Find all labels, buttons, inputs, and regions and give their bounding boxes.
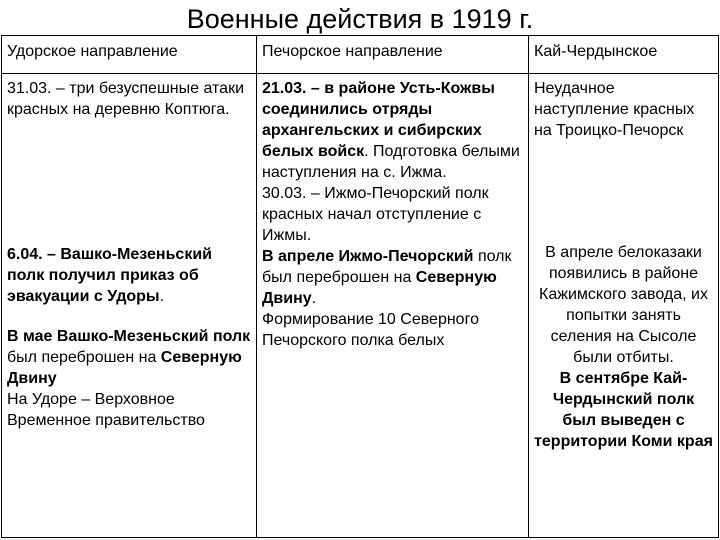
pechora-event-2: 30.03. – Ижмо-Печорский полк красных начал отступление с Ижмы. (262, 185, 489, 244)
pechora-event-3-rest: полк был переброшен на (262, 248, 512, 286)
header-kai-cherdyn: Кай-Чердынское (529, 36, 719, 74)
kai-event-3: В сентябре Кай-Чердынский полк был выведен с территории Коми края (534, 370, 713, 450)
events-table (1, 35, 719, 538)
slide-title: Военные действия в 1919 г. (186, 4, 534, 34)
table-header-row (2, 36, 719, 74)
header-pechora: Печорское направление (257, 36, 529, 74)
pechora-event-3-bold2: Северную Двину (262, 269, 497, 307)
pechora-event-1 (262, 78, 523, 183)
cell-pechora (257, 74, 529, 538)
udora-event-3-rest: был переброшен на (7, 349, 161, 366)
pechora-event-3 (262, 246, 523, 309)
header-udora: Удорское направление (2, 36, 257, 74)
udora-event-4: На Удоре – Верховное Временное правительство (7, 391, 205, 429)
udora-event-3 (7, 326, 251, 389)
udora-event-2-text: 6.04. – Вашко-Мезеньский полк получил приказ об эвакуации с Удоры (7, 246, 213, 305)
cell-udora (2, 74, 257, 538)
pechora-event-1-bold: 21.03. – в районе Усть-Кожвы соединились отряды архангельских и сибирских белых войск (262, 80, 495, 160)
table-body-row (2, 74, 719, 538)
kai-event-2: В апреле белоказаки появились в районе Кажимского завода, их попытки занять селения на Сысоле были отбиты. (539, 244, 708, 366)
cell-kai-cherdyn (529, 74, 719, 538)
udora-event-2 (7, 244, 251, 307)
pechora-event-1-rest: . Подготовка белыми наступления на с. Ижма. (262, 143, 520, 181)
udora-event-1: 31.03. – три безуспешные атаки красных на деревню Коптюга. (7, 80, 244, 118)
pechora-event-3-bold: В апреле Ижмо-Печорский (262, 248, 474, 265)
udora-event-2-end: . (159, 288, 165, 305)
pechora-event-3-end: . (311, 290, 317, 307)
udora-event-3-bold: В мае Вашко-Мезеньский полк (7, 328, 251, 345)
udora-event-3-bold2: Северную Двину (7, 349, 242, 387)
pechora-event-4: Формирование 10 Северного Печорского полка белых (262, 311, 479, 349)
kai-event-1: Неудачное наступление красных на Троицко-Печорск (534, 80, 695, 139)
